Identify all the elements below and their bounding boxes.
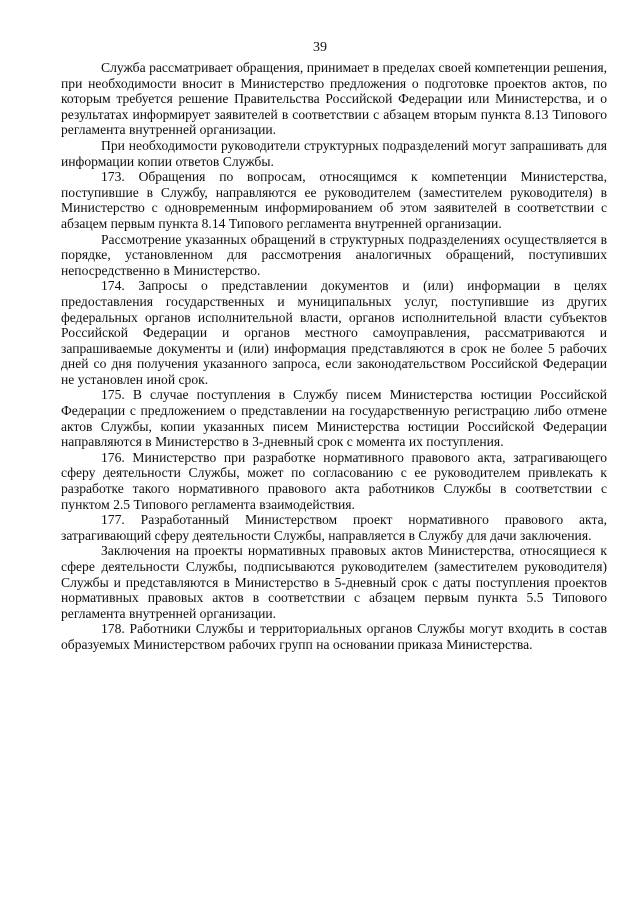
page-number: 39 <box>313 40 327 55</box>
document-body <box>61 60 607 653</box>
paragraph-item-177: 177. Разработанный Министерством проект нормативного правового акта, затрагивающий сферу деятельности Службы, направляется в Службу для дачи заключения. <box>61 512 607 543</box>
paragraph-item-176: 176. Министерство при разработке нормативного правового акта, затрагивающего сферу деятельности Службы, может по согласованию с ее руководителем привлекать к разработке такого нормативного правового акта работников Службы в соответствии с пунктом 2.5 Типового регламента взаимодействия. <box>61 449 607 512</box>
paragraph-review-in-divisions: Рассмотрение указанных обращений в структурных подразделениях осуществляется в порядке, установленном для рассмотрения аналогичных обращений, поступивших непосредственно в Министерство. <box>61 231 607 278</box>
paragraph-item-175: 175. В случае поступления в Службу писем Министерства юстиции Российской Федерации с предложением о представлении на государственную регистрацию либо отмене актов Службы, копии указанных писем Министерства юстиции Российской Федерации направляются в Министерство в 3-дневный срок с момента их поступления. <box>61 387 607 450</box>
paragraph-item-173: 173. Обращения по вопросам, относящимся к компетенции Министерства, поступившие в Службу, направляются ее руководителем (заместителем руководителя) в Министерство с одновременным информированием об этом заявителей в соответствии с абзацем первым пункта 8.14 Типового регламента внутренней организации. <box>61 169 607 231</box>
paragraph-copies-of-responses: При необходимости руководители структурных подразделений могут запрашивать для информации копии ответов Службы. <box>61 137 607 169</box>
paragraph-item-178: 178. Работники Службы и территориальных органов Службы могут входить в состав образуемых Министерством рабочих групп на основании приказа Министерства. <box>61 621 607 652</box>
paragraph-conclusions-on-drafts: Заключения на проекты нормативных правовых актов Министерства, относящиеся к сфере деятельности Службы, подписываются руководителем (заместителем руководителя) Службы и представляются в Министерство в 5-дневный срок с даты поступления проектов нормативных правовых актов в соответствии с абзацем первым пункта 5.5 Типового регламента внутренней организации. <box>61 543 607 621</box>
paragraph-service-review-decisions: Служба рассматривает обращения, принимает в пределах своей компетенции решения, при необходимости вносит в Министерство предложения о подготовке проектов актов, по которым требуется решение Правительства Российской Федерации или Министерства, и о результатах информирует заявителей в соответствии с абзацем вторым пункта 8.13 Типового регламента внутренней организации. <box>61 60 607 138</box>
paragraph-item-174: 174. Запросы о представлении документов и (или) информации в целях предоставления государственных и муниципальных услуг, поступившие из других федеральных органов исполнительной власти, органов исполнительной власти субъектов Российской Федерации и органов местного самоуправления, рассматриваются и запрашиваемые документы и (или) информация представляются в срок не более 5 рабочих дней со дня получения указанного запроса, если законодательством Российской Федерации не установлен иной срок. <box>61 278 607 387</box>
